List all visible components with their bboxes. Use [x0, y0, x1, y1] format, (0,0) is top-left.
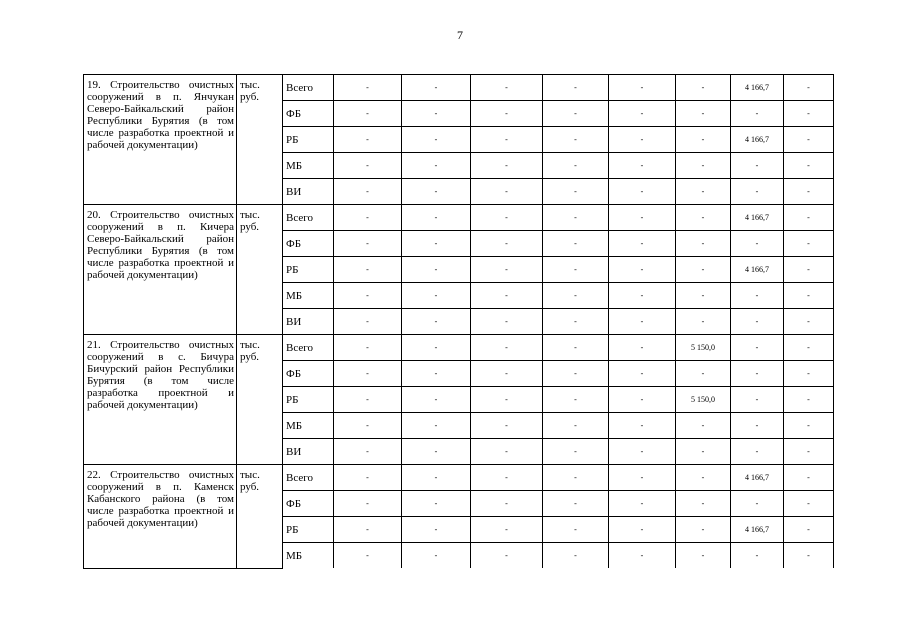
value-cell: - — [402, 179, 471, 205]
value-cell: - — [334, 465, 402, 491]
value-cell: - — [471, 413, 543, 439]
value-cell: - — [609, 361, 676, 387]
value-cell: - — [731, 439, 784, 465]
funding-source: ВИ — [283, 179, 334, 205]
page-number: 7 — [457, 28, 463, 42]
value-cell: - — [676, 283, 731, 309]
value-cell: - — [334, 75, 402, 101]
value-cell: - — [609, 309, 676, 335]
value-cell: - — [334, 231, 402, 257]
value-cell: - — [676, 179, 731, 205]
value-cell: - — [609, 517, 676, 543]
value-cell: - — [402, 101, 471, 127]
value-cell: 4 166,7 — [731, 205, 784, 231]
value-cell: - — [543, 361, 609, 387]
value-cell: - — [334, 361, 402, 387]
value-cell: - — [609, 543, 676, 569]
value-cell: - — [402, 361, 471, 387]
funding-source: ФБ — [283, 491, 334, 517]
value-cell: - — [731, 387, 784, 413]
value-cell: - — [731, 231, 784, 257]
value-cell: - — [609, 257, 676, 283]
value-cell: - — [676, 205, 731, 231]
value-cell: - — [784, 361, 834, 387]
unit-cell: тыс. руб. — [237, 465, 283, 569]
table-row — [84, 205, 834, 231]
value-cell: - — [609, 179, 676, 205]
unit-cell: тыс. руб. — [237, 205, 283, 335]
value-cell: - — [402, 387, 471, 413]
value-cell: - — [543, 491, 609, 517]
value-cell: - — [334, 153, 402, 179]
value-cell: - — [543, 413, 609, 439]
value-cell: - — [543, 465, 609, 491]
value-cell: - — [471, 75, 543, 101]
value-cell: - — [471, 335, 543, 361]
value-cell: - — [334, 543, 402, 569]
value-cell: - — [471, 257, 543, 283]
value-cell: - — [731, 335, 784, 361]
value-cell: - — [543, 283, 609, 309]
value-cell: - — [609, 491, 676, 517]
funding-source: Всего — [283, 75, 334, 101]
value-cell: - — [543, 335, 609, 361]
value-cell: - — [471, 361, 543, 387]
value-cell: - — [543, 231, 609, 257]
value-cell: - — [676, 127, 731, 153]
value-cell: - — [471, 179, 543, 205]
value-cell: - — [402, 257, 471, 283]
value-cell: 5 150,0 — [676, 335, 731, 361]
value-cell: - — [676, 257, 731, 283]
value-cell: - — [609, 75, 676, 101]
value-cell: - — [609, 205, 676, 231]
value-cell: - — [676, 439, 731, 465]
value-cell: - — [471, 153, 543, 179]
funding-source: Всего — [283, 335, 334, 361]
value-cell: - — [402, 127, 471, 153]
value-cell: - — [676, 413, 731, 439]
value-cell: - — [731, 153, 784, 179]
table-row — [84, 335, 834, 361]
value-cell: - — [609, 127, 676, 153]
value-cell: - — [676, 491, 731, 517]
value-cell: - — [471, 387, 543, 413]
funding-source: ВИ — [283, 439, 334, 465]
value-cell: - — [334, 387, 402, 413]
funding-source: РБ — [283, 387, 334, 413]
value-cell: - — [731, 283, 784, 309]
value-cell: - — [402, 309, 471, 335]
value-cell: - — [543, 179, 609, 205]
value-cell: - — [731, 491, 784, 517]
value-cell: - — [784, 543, 834, 569]
project-name: 19. Строительство очистных сооружений в п. Янчукан Северо-Байкальский район Республики Бурятия (в том числе разработка проектной и рабочей документации) — [84, 75, 237, 205]
value-cell: 4 166,7 — [731, 127, 784, 153]
value-cell: - — [609, 413, 676, 439]
value-cell: - — [731, 179, 784, 205]
value-cell: - — [334, 179, 402, 205]
budget-table — [83, 74, 834, 569]
value-cell: - — [784, 153, 834, 179]
value-cell: - — [676, 543, 731, 569]
project-name: 20. Строительство очистных сооружений в п. Кичера Северо-Байкальский район Республики Бурятия (в том числе разработка проектной и рабочей документации) — [84, 205, 237, 335]
value-cell: - — [543, 75, 609, 101]
value-cell: - — [471, 101, 543, 127]
value-cell: - — [402, 335, 471, 361]
value-cell: - — [471, 543, 543, 569]
funding-source: МБ — [283, 543, 334, 569]
value-cell: - — [543, 543, 609, 569]
value-cell: - — [731, 101, 784, 127]
funding-source: ВИ — [283, 309, 334, 335]
table-row — [84, 465, 834, 491]
value-cell: - — [676, 517, 731, 543]
value-cell: - — [609, 101, 676, 127]
value-cell: - — [784, 283, 834, 309]
value-cell: - — [402, 153, 471, 179]
value-cell: - — [543, 127, 609, 153]
value-cell: - — [609, 231, 676, 257]
value-cell: - — [676, 101, 731, 127]
value-cell: - — [543, 205, 609, 231]
value-cell: - — [334, 101, 402, 127]
project-name: 22. Строительство очистных сооружений в п. Каменск Кабанского района (в том числе разработка проектной и рабочей документации) — [84, 465, 237, 569]
value-cell: - — [334, 517, 402, 543]
value-cell: - — [402, 465, 471, 491]
value-cell: - — [784, 335, 834, 361]
value-cell: - — [334, 127, 402, 153]
value-cell: - — [609, 387, 676, 413]
funding-source: ФБ — [283, 101, 334, 127]
value-cell: 4 166,7 — [731, 465, 784, 491]
value-cell: - — [543, 101, 609, 127]
value-cell: - — [676, 153, 731, 179]
value-cell: - — [334, 205, 402, 231]
unit-cell: тыс. руб. — [237, 335, 283, 465]
value-cell: - — [609, 465, 676, 491]
value-cell: - — [676, 231, 731, 257]
value-cell: 4 166,7 — [731, 257, 784, 283]
value-cell: - — [784, 127, 834, 153]
value-cell: - — [334, 335, 402, 361]
value-cell: - — [471, 205, 543, 231]
funding-source: Всего — [283, 465, 334, 491]
value-cell: - — [784, 517, 834, 543]
value-cell: - — [609, 283, 676, 309]
value-cell: - — [471, 465, 543, 491]
value-cell: - — [784, 387, 834, 413]
value-cell: - — [471, 283, 543, 309]
funding-source: РБ — [283, 517, 334, 543]
funding-source: РБ — [283, 127, 334, 153]
funding-source: МБ — [283, 283, 334, 309]
value-cell: - — [784, 491, 834, 517]
value-cell: - — [676, 465, 731, 491]
value-cell: - — [402, 75, 471, 101]
value-cell: - — [784, 231, 834, 257]
value-cell: - — [334, 283, 402, 309]
funding-source: МБ — [283, 413, 334, 439]
value-cell: 4 166,7 — [731, 75, 784, 101]
value-cell: - — [334, 413, 402, 439]
value-cell: - — [543, 153, 609, 179]
project-name: 21. Строительство очистных сооружений в с. Бичура Бичурский район Республики Бурятия (в том числе разработка проектной и рабочей документации) — [84, 335, 237, 465]
value-cell: - — [731, 309, 784, 335]
value-cell: - — [784, 465, 834, 491]
value-cell: - — [334, 439, 402, 465]
funding-source: РБ — [283, 257, 334, 283]
funding-source: ФБ — [283, 231, 334, 257]
value-cell: - — [784, 257, 834, 283]
funding-source: ФБ — [283, 361, 334, 387]
value-cell: - — [784, 101, 834, 127]
value-cell: - — [402, 413, 471, 439]
value-cell: 5 150,0 — [676, 387, 731, 413]
value-cell: - — [784, 75, 834, 101]
value-cell: - — [402, 205, 471, 231]
value-cell: - — [784, 179, 834, 205]
value-cell: - — [471, 517, 543, 543]
value-cell: - — [471, 491, 543, 517]
value-cell: - — [784, 309, 834, 335]
value-cell: - — [543, 257, 609, 283]
value-cell: - — [334, 491, 402, 517]
value-cell: - — [471, 127, 543, 153]
funding-source: Всего — [283, 205, 334, 231]
value-cell: - — [784, 439, 834, 465]
value-cell: - — [543, 439, 609, 465]
value-cell: - — [471, 439, 543, 465]
value-cell: - — [334, 257, 402, 283]
value-cell: - — [402, 439, 471, 465]
value-cell: - — [784, 413, 834, 439]
value-cell: - — [543, 387, 609, 413]
table-row — [84, 75, 834, 101]
value-cell: - — [543, 309, 609, 335]
value-cell: - — [731, 413, 784, 439]
value-cell: - — [676, 75, 731, 101]
funding-source: МБ — [283, 153, 334, 179]
value-cell: 4 166,7 — [731, 517, 784, 543]
value-cell: - — [609, 153, 676, 179]
value-cell: - — [609, 335, 676, 361]
value-cell: - — [609, 439, 676, 465]
value-cell: - — [731, 543, 784, 569]
value-cell: - — [334, 309, 402, 335]
value-cell: - — [402, 491, 471, 517]
value-cell: - — [471, 309, 543, 335]
value-cell: - — [471, 231, 543, 257]
unit-cell: тыс. руб. — [237, 75, 283, 205]
value-cell: - — [543, 517, 609, 543]
value-cell: - — [676, 309, 731, 335]
value-cell: - — [402, 517, 471, 543]
value-cell: - — [402, 543, 471, 569]
value-cell: - — [402, 231, 471, 257]
value-cell: - — [676, 361, 731, 387]
value-cell: - — [402, 283, 471, 309]
value-cell: - — [784, 205, 834, 231]
value-cell: - — [731, 361, 784, 387]
